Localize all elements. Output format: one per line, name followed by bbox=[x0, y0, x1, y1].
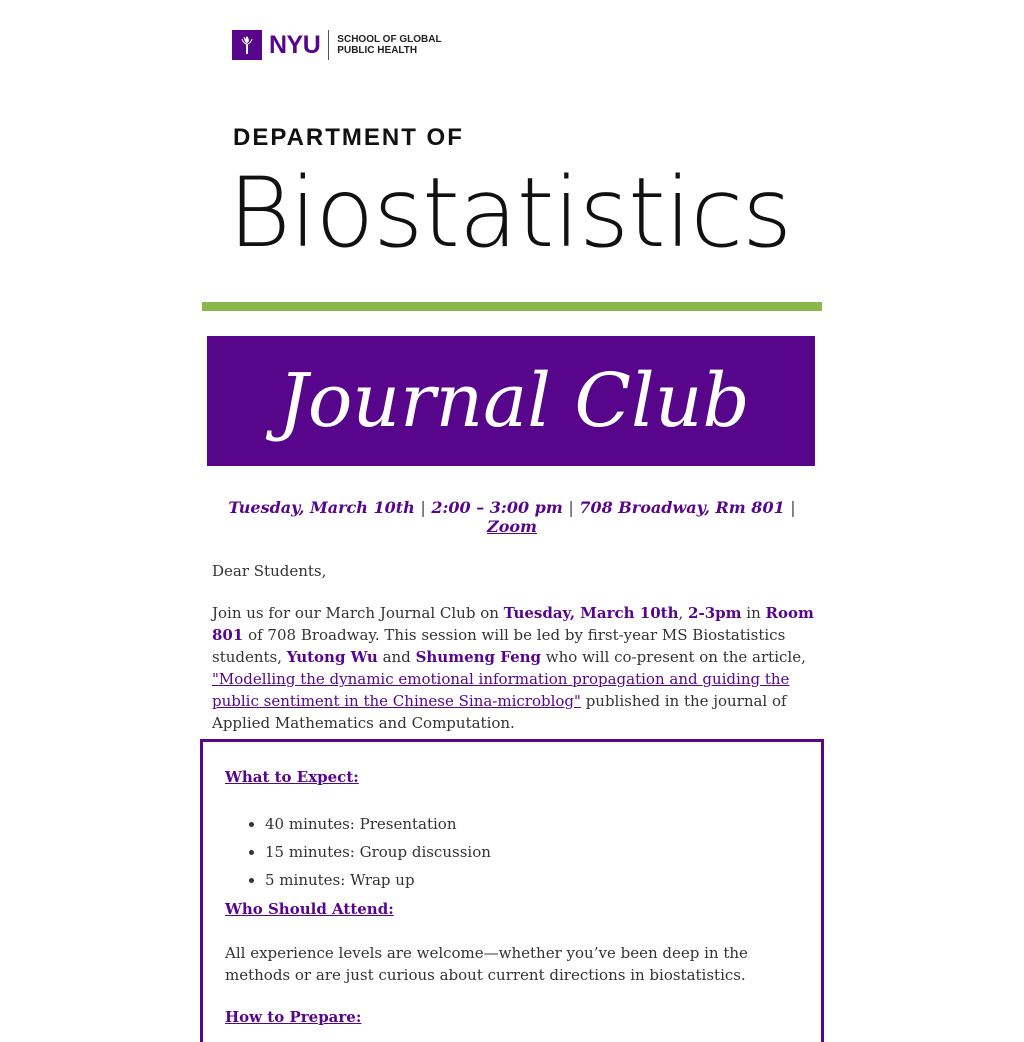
text: in bbox=[741, 604, 766, 622]
text: , bbox=[678, 604, 689, 622]
article-link[interactable]: "Modelling the dynamic emotional information propagation and guiding the public sentiment in the Chinese Sina-microblog" bbox=[212, 670, 790, 710]
greeting: Dear Students, bbox=[212, 562, 327, 580]
attend-text: All experience levels are welcome—whether you’ve been deep in the methods or are just curious about current directions in biostatistics. bbox=[225, 944, 748, 984]
list-item: • 40 minutes: Presentation bbox=[265, 810, 491, 838]
event-details bbox=[212, 498, 812, 536]
list-item: • 5 minutes: Wrap up bbox=[265, 866, 491, 894]
zoom-link[interactable]: Zoom bbox=[487, 517, 537, 536]
expect-list bbox=[225, 810, 491, 894]
expect-heading: What to Expect: bbox=[225, 768, 359, 786]
event-time: 2:00 – 3:00 pm bbox=[431, 498, 563, 517]
journal-club-banner bbox=[207, 336, 815, 466]
highlight-date: Tuesday, March 10th bbox=[503, 604, 679, 622]
department-name: Biostatistics bbox=[228, 157, 792, 269]
event-date: Tuesday, March 10th bbox=[228, 498, 415, 517]
nyu-logo bbox=[232, 30, 442, 60]
separator: | bbox=[420, 498, 426, 517]
school-line-2: PUBLIC HEALTH bbox=[337, 45, 418, 56]
separator: | bbox=[790, 498, 796, 517]
event-location: 708 Broadway, Rm 801 bbox=[579, 498, 785, 517]
highlight-time: 2-3pm bbox=[688, 604, 742, 622]
text: Join us for our March Journal Club on bbox=[212, 604, 504, 622]
text: and bbox=[377, 648, 416, 666]
banner-title: Journal Club bbox=[278, 358, 750, 444]
separator: | bbox=[568, 498, 574, 517]
presenter-2: Shumeng Feng bbox=[415, 648, 542, 666]
text: published in the journal of Applied Mathematics and Computation. bbox=[212, 692, 787, 732]
presenter-1: Yutong Wu bbox=[286, 648, 378, 666]
text: who will co-present on the article, bbox=[541, 648, 806, 666]
green-divider-bar bbox=[202, 302, 822, 311]
school-name bbox=[337, 34, 441, 56]
logo-divider bbox=[328, 30, 329, 60]
list-item: • 15 minutes: Group discussion bbox=[265, 838, 491, 866]
attend-heading: Who Should Attend: bbox=[225, 900, 394, 918]
nyu-wordmark: NYU bbox=[269, 30, 321, 59]
school-line-1: SCHOOL OF GLOBAL bbox=[337, 34, 442, 45]
info-box bbox=[200, 739, 824, 1042]
intro-paragraph bbox=[212, 602, 816, 734]
highlight-room: Room 801 bbox=[212, 604, 814, 644]
prepare-heading: How to Prepare: bbox=[225, 1008, 362, 1026]
torch-icon bbox=[232, 30, 262, 60]
department-of-label: DEPARTMENT OF bbox=[233, 124, 464, 151]
text: of 708 Broadway. This session will be led by first-year MS Biostatistics students, bbox=[212, 626, 786, 666]
